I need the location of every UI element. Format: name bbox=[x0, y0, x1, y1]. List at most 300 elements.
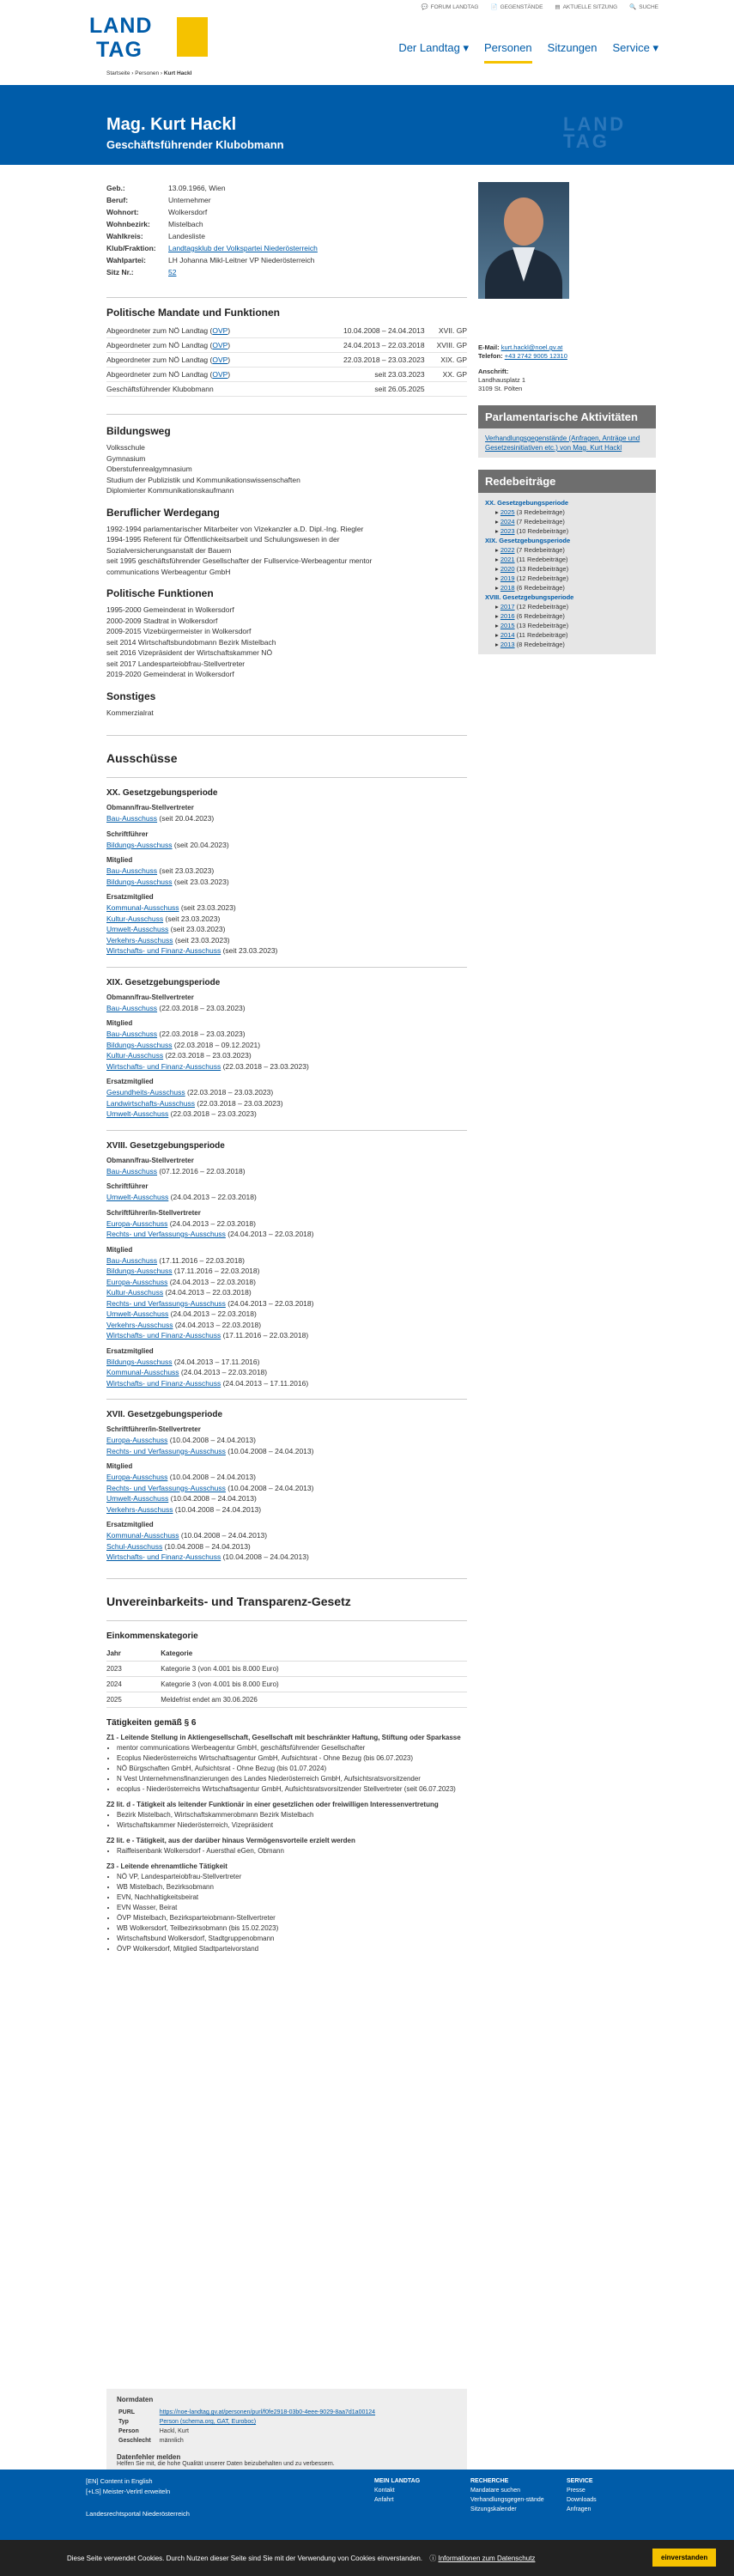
cookie-banner bbox=[0, 2540, 734, 2576]
speech-year-link[interactable]: 2021 bbox=[500, 556, 515, 563]
hero-banner bbox=[0, 85, 734, 165]
committee-role: Ersatzmitglied bbox=[106, 1078, 154, 1085]
committee-link[interactable]: Kommunal-Ausschuss bbox=[106, 903, 179, 912]
mandate-row bbox=[106, 324, 467, 338]
footer-contact-link[interactable]: Kontakt bbox=[374, 2488, 395, 2494]
parliamentary-activities-box bbox=[478, 405, 656, 458]
bio-line: 1992-1994 parlamentarischer Mitarbeiter von Vizekanzler a.D. Dipl.-Ing. Riegler bbox=[106, 524, 364, 533]
committee-link[interactable]: Bau-Ausschuss bbox=[106, 866, 158, 875]
norm-link[interactable]: https://noe-landtag.gv.at/personen/purl/f0fe2918-03b0-4eee-9029-8aa7d1a00124 bbox=[159, 2409, 376, 2415]
committee-link[interactable]: Verkehrs-Ausschuss bbox=[106, 935, 173, 945]
speech-period: XIX. Gesetzgebungsperiode bbox=[485, 537, 571, 544]
topnav-label: GEGENSTÄNDE bbox=[500, 3, 543, 10]
committees-section bbox=[106, 735, 467, 1563]
bio-line: seit 1995 geschäftsführender Gesellschafter der Fullservice-Werbeagentur mentor bbox=[106, 556, 373, 565]
activity-item: • mentor communications Werbeagentur GmbH, geschäftsführender Gesellschafter bbox=[117, 1743, 467, 1753]
committee-link[interactable]: Gesundheits-Ausschuss bbox=[106, 1088, 185, 1097]
committee-item: Wirtschafts- und Finanz-Ausschuss (10.04.2008 – 24.04.2013) bbox=[106, 1552, 309, 1561]
committee-link[interactable]: Wirtschafts- und Finanz-Ausschuss bbox=[106, 1552, 221, 1561]
committee-role: Mitglied bbox=[106, 1245, 133, 1254]
privacy-link[interactable]: Informationen zum Datenschutz bbox=[438, 2555, 536, 2562]
committee-link[interactable]: Wirtschafts- und Finanz-Ausschuss bbox=[106, 1061, 221, 1071]
activity-item: • Bezirk Mistelbach, Wirtschaftskammerobmann Bezirk Mistelbach bbox=[117, 1810, 467, 1820]
mandate-period: XIX. GP bbox=[437, 353, 467, 368]
logo-text-land: LAND bbox=[89, 14, 153, 38]
speeches-box bbox=[478, 470, 656, 654]
committee-item: Umwelt-Ausschuss (seit 23.03.2023) bbox=[106, 925, 226, 933]
mandate-dates: 24.04.2013 – 22.03.2018 bbox=[294, 338, 436, 353]
committee-link[interactable]: Bau-Ausschuss bbox=[106, 1166, 158, 1176]
committee-item: Europa-Ausschuss (10.04.2008 – 24.04.2013) bbox=[106, 1473, 256, 1481]
mandate-dates: 22.03.2018 – 23.03.2023 bbox=[294, 353, 436, 368]
mandate-function: Abgeordneter zum NÖ Landtag (OVP) bbox=[106, 353, 294, 368]
activity-item: • NÖ Bürgschaften GmbH, Aufsichtsrat - Ohne Bezug (bis 01.07.2024) bbox=[117, 1764, 467, 1774]
committee-role: Obmann/frau-Stellvertreter bbox=[106, 993, 194, 1001]
activities-box-title: Parlamentarische Aktivitäten bbox=[478, 405, 656, 428]
committee-role: Mitglied bbox=[106, 856, 133, 864]
z2-heading: Z2 lit. d - Tätigkeit als leitender Funktionär in einer gesetzlichen oder freiwilligen Interessenvertretung bbox=[106, 1800, 439, 1808]
personal-key: Geb.: bbox=[106, 184, 125, 192]
committee-role: Ersatzmitglied bbox=[106, 1346, 154, 1355]
mandate-function: Abgeordneter zum NÖ Landtag (OVP) bbox=[106, 338, 294, 353]
portrait-photo bbox=[478, 182, 569, 299]
mandate-row bbox=[106, 338, 467, 353]
personal-link[interactable]: 52 bbox=[168, 268, 177, 276]
activity-item: • Wirtschaftsbund Wolkersdorf, Stadtgruppenobmann bbox=[117, 1934, 467, 1944]
mandates-section bbox=[106, 297, 467, 397]
committee-link[interactable]: Umwelt-Ausschuss bbox=[106, 1494, 169, 1503]
phone-link[interactable]: +43 2742 9005 12310 bbox=[504, 352, 567, 360]
speech-year-link[interactable]: 2020 bbox=[500, 565, 515, 573]
speech-year-link[interactable]: 2018 bbox=[500, 584, 515, 592]
speech-year-link[interactable]: 2022 bbox=[500, 546, 515, 554]
period-group bbox=[106, 777, 467, 957]
committee-link[interactable]: Bildungs-Ausschuss bbox=[106, 840, 173, 849]
committee-link[interactable]: Verkehrs-Ausschuss bbox=[106, 1320, 173, 1329]
page-title: Mag. Kurt Hackl bbox=[106, 115, 237, 134]
activity-item: • ecoplus - Niederösterreichs Wirtschaftsagentur GmbH, Aufsichtsratsvorsitzender Stellvertreter (seit 06.07.2023) bbox=[117, 1784, 467, 1795]
mandate-dates: 10.04.2008 – 24.04.2013 bbox=[294, 324, 436, 338]
norm-value bbox=[160, 2418, 382, 2426]
party-link[interactable]: OVP bbox=[212, 370, 228, 379]
topnav-label: SUCHE bbox=[639, 3, 658, 10]
bio-line: 2000-2009 Stadtrat in Wolkersdorf bbox=[106, 616, 218, 625]
breadcrumb-home[interactable]: Startseite bbox=[106, 70, 130, 76]
footer-inquiries-link[interactable]: Anfragen bbox=[567, 2506, 591, 2512]
personal-row bbox=[106, 194, 467, 206]
committee-link[interactable]: Kommunal-Ausschuss bbox=[106, 1368, 179, 1376]
committee-link[interactable]: Rechts- und Verfassungs-Ausschuss bbox=[106, 1483, 226, 1492]
committee-item: Bildungs-Ausschuss (24.04.2013 – 17.11.2016) bbox=[106, 1357, 260, 1366]
speech-year: ▸ 2016 (6 Redebeiträge) bbox=[495, 612, 565, 620]
mandate-dates: seit 23.03.2023 bbox=[294, 368, 436, 382]
period-heading: XX. Gesetzgebungsperiode bbox=[106, 788, 218, 798]
breadcrumb: Startseite › Personen › Kurt Hackl bbox=[106, 70, 192, 76]
page-subtitle: Geschäftsführender Klubobmann bbox=[106, 138, 284, 151]
committee-link[interactable]: Europa-Ausschuss bbox=[106, 1277, 168, 1286]
email-link[interactable]: kurt.hackl@noel.gv.at bbox=[500, 343, 563, 351]
committee-item: Rechts- und Verfassungs-Ausschuss (10.04.2008 – 24.04.2013) bbox=[106, 1483, 314, 1492]
footer-search-members-link[interactable]: Mandatare suchen bbox=[470, 2488, 520, 2494]
committee-item: Bau-Ausschuss (17.11.2016 – 22.03.2018) bbox=[106, 1255, 245, 1265]
committee-link[interactable]: Wirtschafts- und Finanz-Ausschuss bbox=[106, 1378, 221, 1388]
personal-row bbox=[106, 218, 467, 230]
z3-list bbox=[106, 1872, 467, 1954]
mandate-row bbox=[106, 382, 467, 397]
transparency-section bbox=[106, 1578, 467, 1954]
footer-calendar-link[interactable]: Sitzungskalender bbox=[470, 2506, 517, 2512]
topnav-item[interactable] bbox=[490, 3, 543, 10]
committee-item: Bau-Ausschuss (22.03.2018 – 23.03.2023) bbox=[106, 1030, 246, 1038]
activity-item: • EVN Wasser, Beirat bbox=[117, 1903, 467, 1913]
speech-year-link[interactable]: 2023 bbox=[500, 527, 515, 535]
income-row bbox=[106, 1661, 467, 1676]
z2e-heading: Z2 lit. e - Tätigkeit, aus der darüber hinaus Vermögensvorteile erzielt werden bbox=[106, 1836, 355, 1844]
topnav-item[interactable] bbox=[629, 3, 658, 10]
topnav-label: AKTUELLE SITZUNG bbox=[562, 3, 618, 10]
cookie-text: Diese Seite verwendet Cookies. Durch Nutzen dieser Seite sind Sie mit der Verwendung von Cookies einverstanden. bbox=[67, 2555, 422, 2562]
committee-item: Wirtschafts- und Finanz-Ausschuss (24.04.2013 – 17.11.2016) bbox=[106, 1378, 309, 1388]
committee-link[interactable]: Wirtschafts- und Finanz-Ausschuss bbox=[106, 1331, 221, 1340]
committee-link[interactable]: Bau-Ausschuss bbox=[106, 1003, 158, 1012]
speech-year: ▸ 2025 (3 Redebeiträge) bbox=[495, 508, 565, 516]
committee-role: Obmann/frau-Stellvertreter bbox=[106, 804, 194, 811]
activity-item: • Ecoplus Niederösterreichs Wirtschaftsagentur GmbH, Aufsichtsrat - Ohne Bezug (bis 06.07.2023) bbox=[117, 1753, 467, 1764]
committee-item: Schul-Ausschuss (10.04.2008 – 24.04.2013) bbox=[106, 1541, 251, 1551]
committee-link[interactable]: Bildungs-Ausschuss bbox=[106, 1267, 173, 1275]
speech-year-link[interactable]: 2025 bbox=[500, 508, 515, 516]
committee-link[interactable]: Europa-Ausschuss bbox=[106, 1473, 168, 1481]
personal-key: Klub/Fraktion: bbox=[106, 244, 156, 252]
committee-link[interactable]: Rechts- und Verfassungs-Ausschuss bbox=[106, 1298, 226, 1308]
committee-link[interactable]: Europa-Ausschuss bbox=[106, 1436, 168, 1444]
footer-directions-link[interactable]: Anfahrt bbox=[374, 2497, 394, 2503]
activity-item: • EVN, Nachhaltigkeitsbeirat bbox=[117, 1893, 467, 1903]
committees-heading: Ausschüsse bbox=[106, 751, 178, 765]
committee-link[interactable]: Bildungs-Ausschuss bbox=[106, 877, 173, 886]
committee-item: Kommunal-Ausschuss (10.04.2008 – 24.04.2013) bbox=[106, 1531, 268, 1540]
logo-emblem bbox=[177, 17, 208, 57]
period-heading: XVIII. Gesetzgebungsperiode bbox=[106, 1140, 225, 1151]
personal-row bbox=[106, 242, 467, 254]
income-category-heading: Einkommenskategorie bbox=[106, 1631, 198, 1641]
committee-item: Kommunal-Ausschuss (24.04.2013 – 22.03.2018) bbox=[106, 1368, 268, 1376]
committee-link[interactable]: Landwirtschafts-Ausschuss bbox=[106, 1098, 195, 1108]
bio-heading: Politische Funktionen bbox=[106, 587, 214, 599]
norm-link[interactable]: Person (schema.org, GAT, Euroboc) bbox=[159, 2419, 257, 2425]
activity-item: • NÖ VP, Landesparteiobfrau-Stellvertreter bbox=[117, 1872, 467, 1882]
committee-link[interactable]: Rechts- und Verfassungs-Ausschuss bbox=[106, 1230, 226, 1238]
footer-english-link[interactable]: [EN] Content in English bbox=[86, 2477, 153, 2485]
landtag-logo[interactable] bbox=[89, 14, 252, 64]
committee-item: Bildungs-Ausschuss (seit 23.03.2023) bbox=[106, 877, 229, 886]
bio-heading: Beruflicher Werdegang bbox=[106, 506, 220, 519]
bio-line: Diplomierter Kommunikationskaufmann bbox=[106, 486, 234, 495]
income-cell: Kategorie 3 (von 4.001 bis 8.000 Euro) bbox=[161, 1661, 467, 1676]
footer-subjects-link[interactable]: Verhandlungsgegen-stände bbox=[470, 2497, 544, 2503]
personal-row bbox=[106, 182, 467, 194]
committee-item: Landwirtschafts-Ausschuss (22.03.2018 – 23.03.2023) bbox=[106, 1098, 283, 1108]
norm-value: Hackl, Kurt bbox=[159, 2428, 189, 2434]
committee-link[interactable]: Umwelt-Ausschuss bbox=[106, 1109, 169, 1118]
mainnav-item[interactable]: Personen bbox=[484, 41, 532, 64]
committee-link[interactable]: Bau-Ausschuss bbox=[106, 814, 158, 823]
personal-row bbox=[106, 230, 467, 242]
bio-heading: Sonstiges bbox=[106, 690, 156, 702]
sidebar bbox=[478, 182, 656, 654]
income-row bbox=[106, 1692, 467, 1707]
activity-item: • N Vest Unternehmensfinanzierungen des Landes Niederösterreich GmbH, Aufsichtsratsvorsitzender bbox=[117, 1774, 467, 1784]
bio-line: Oberstufenrealgymnasium bbox=[106, 465, 192, 473]
period-heading: XIX. Gesetzgebungsperiode bbox=[106, 977, 221, 987]
transparency-heading: Unvereinbarkeits- und Transparenz-Gesetz bbox=[106, 1594, 351, 1608]
norm-value: männlich bbox=[159, 2438, 184, 2444]
committee-role: Mitglied bbox=[106, 1019, 133, 1027]
bio-line: 2009-2015 Vizebürgermeister in Wolkersdorf bbox=[106, 627, 252, 635]
income-header bbox=[106, 1646, 467, 1662]
mandate-period: XVIII. GP bbox=[437, 338, 467, 353]
committee-item: Bildungs-Ausschuss (22.03.2018 – 09.12.2021) bbox=[106, 1040, 261, 1049]
footer-legal-portal-link[interactable]: Landesrechtsportal Niederösterreich bbox=[86, 2510, 190, 2518]
logo-text-tag: TAG bbox=[96, 38, 143, 62]
mandate-row bbox=[106, 368, 467, 382]
footer-easy-language-link[interactable]: [+LS] Meister-Verlrtl erweiteln bbox=[86, 2488, 171, 2495]
committee-item: Verkehrs-Ausschuss (24.04.2013 – 22.03.2018) bbox=[106, 1320, 262, 1329]
committee-item: Rechts- und Verfassungs-Ausschuss (24.04.2013 – 22.03.2018) bbox=[106, 1230, 314, 1238]
committee-role: Mitglied bbox=[106, 1462, 133, 1470]
committee-item: Bau-Ausschuss (22.03.2018 – 23.03.2023) bbox=[106, 1003, 246, 1012]
committee-role: Schriftführer/in-Stellvertreter bbox=[106, 1208, 201, 1217]
speech-year: ▸ 2021 (11 Redebeiträge) bbox=[495, 556, 568, 563]
committee-item: Bau-Ausschuss (07.12.2016 – 22.03.2018) bbox=[106, 1166, 246, 1176]
bio-line: Sozialversicherungsanstalt der Bauern bbox=[106, 545, 232, 555]
speech-year: ▸ 2019 (12 Redebeiträge) bbox=[495, 574, 569, 582]
committee-role: Obmann/frau-Stellvertreter bbox=[106, 1156, 194, 1164]
mandate-period: XX. GP bbox=[437, 368, 467, 382]
personal-value: Wolkersdorf bbox=[168, 208, 208, 216]
personal-key: Wahlkreis: bbox=[106, 232, 143, 240]
bio-line: Studium der Publizistik und Kommunikationswissenschaften bbox=[106, 475, 300, 484]
bio-line: communications Werbeagentur GmbH bbox=[106, 567, 231, 576]
norm-key: Geschlecht bbox=[118, 2438, 151, 2444]
z3-heading: Z3 - Leitende ehrenamtliche Tätigkeit bbox=[106, 1862, 227, 1870]
personal-link[interactable]: Landtagsklub der Volkspartei Niederösterreich bbox=[168, 244, 318, 252]
committee-link[interactable]: Kommunal-Ausschuss bbox=[106, 1531, 179, 1540]
norm-data-table bbox=[117, 2407, 384, 2446]
personal-value: LH Johanna Mikl-Leitner VP Niederösterreich bbox=[168, 256, 315, 264]
committee-link[interactable]: Verkehrs-Ausschuss bbox=[106, 1504, 173, 1514]
committee-link[interactable]: Kultur-Ausschuss bbox=[106, 914, 164, 923]
bio-heading: Bildungsweg bbox=[106, 425, 171, 437]
speech-year: ▸ 2013 (8 Redebeiträge) bbox=[495, 641, 565, 648]
bio-line: seit 2016 Vizepräsident der Wirtschaftskammer NÖ bbox=[106, 648, 273, 657]
personal-key: Sitz Nr.: bbox=[106, 268, 134, 276]
bio-line: Gymnasium bbox=[106, 453, 146, 463]
speech-year: ▸ 2017 (12 Redebeiträge) bbox=[495, 603, 569, 611]
footer-downloads-link[interactable]: Downloads bbox=[567, 2497, 597, 2503]
committee-item: Umwelt-Ausschuss (24.04.2013 – 22.03.2018) bbox=[106, 1309, 257, 1318]
main-navigation bbox=[398, 41, 658, 64]
hero-watermark-logo: LAND TAG bbox=[563, 113, 627, 152]
speech-year: ▸ 2015 (13 Redebeiträge) bbox=[495, 622, 569, 629]
activity-item: • ÖVP Wolkersdorf, Mitglied Stadtparteivorstand bbox=[117, 1944, 467, 1954]
committee-link[interactable]: Europa-Ausschuss bbox=[106, 1218, 168, 1228]
site-header bbox=[0, 0, 734, 85]
personal-key: Wohnort: bbox=[106, 208, 139, 216]
activity-item: • Raiffeisenbank Wolkersdorf - Auersthal eGen, Obmann bbox=[117, 1846, 467, 1856]
income-cell: 2023 bbox=[106, 1661, 161, 1676]
speech-year-link[interactable]: 2019 bbox=[500, 574, 515, 582]
period-group bbox=[106, 1399, 467, 1563]
norm-row bbox=[118, 2409, 382, 2416]
mainnav-item[interactable]: Der Landtag ▾ bbox=[398, 41, 470, 54]
speech-year-link[interactable]: 2017 bbox=[500, 603, 515, 611]
committee-item: Bildungs-Ausschuss (seit 20.04.2023) bbox=[106, 840, 229, 849]
committee-item: Bildungs-Ausschuss (17.11.2016 – 22.03.2018) bbox=[106, 1267, 260, 1275]
committee-link[interactable]: Umwelt-Ausschuss bbox=[106, 1193, 169, 1201]
personal-value bbox=[168, 266, 467, 278]
personal-data-table bbox=[106, 182, 467, 278]
topnav-item[interactable] bbox=[422, 3, 479, 10]
committee-item: Umwelt-Ausschuss (24.04.2013 – 22.03.2018) bbox=[106, 1193, 257, 1201]
norm-row bbox=[118, 2437, 382, 2445]
personal-value: Mistelbach bbox=[168, 220, 203, 228]
committee-item: Kultur-Ausschuss (22.03.2018 – 23.03.2023) bbox=[106, 1051, 252, 1060]
norm-value bbox=[160, 2409, 382, 2416]
topnav-item[interactable] bbox=[555, 3, 617, 10]
committee-item: Rechts- und Verfassungs-Ausschuss (24.04.2013 – 22.03.2018) bbox=[106, 1298, 314, 1308]
committee-item: Umwelt-Ausschuss (10.04.2008 – 24.04.2013) bbox=[106, 1494, 257, 1503]
committee-link[interactable]: Umwelt-Ausschuss bbox=[106, 1309, 169, 1318]
committee-item: Europa-Ausschuss (24.04.2013 – 22.03.2018) bbox=[106, 1277, 256, 1286]
bio-line: Volksschule bbox=[106, 443, 145, 452]
committee-link[interactable]: Rechts- und Verfassungs-Ausschuss bbox=[106, 1446, 226, 1455]
committee-link[interactable]: Kultur-Ausschuss bbox=[106, 1288, 164, 1297]
committee-link[interactable]: Kultur-Ausschuss bbox=[106, 1051, 164, 1060]
speech-period: XX. Gesetzgebungsperiode bbox=[485, 499, 569, 507]
activities-heading: Tätigkeiten gemäß § 6 bbox=[106, 1717, 197, 1728]
mandate-period bbox=[437, 382, 467, 397]
period-heading: XVII. Gesetzgebungsperiode bbox=[106, 1410, 223, 1419]
mandate-function: Geschäftsführender Klubobmann bbox=[106, 382, 294, 397]
personal-row bbox=[106, 206, 467, 218]
committee-item: Wirtschafts- und Finanz-Ausschuss (seit 23.03.2023) bbox=[106, 946, 278, 955]
norm-data-heading: Normdaten bbox=[117, 2396, 154, 2403]
personal-key: Beruf: bbox=[106, 196, 129, 204]
speech-period: XVIII. Gesetzgebungsperiode bbox=[485, 593, 574, 601]
income-cell: 2024 bbox=[106, 1676, 161, 1692]
income-cell: 2025 bbox=[106, 1692, 161, 1707]
activity-item: • ÖVP Mistelbach, Bezirksparteiobmann-Stellvertreter bbox=[117, 1913, 467, 1923]
z2e-list bbox=[106, 1846, 467, 1856]
party-link[interactable]: OVP bbox=[212, 341, 228, 349]
accept-cookies-button[interactable]: einverstanden bbox=[652, 2549, 716, 2567]
bio-line: 1995-2000 Gemeinderat in Wolkersdorf bbox=[106, 605, 234, 614]
committee-link[interactable]: Bau-Ausschuss bbox=[106, 1255, 158, 1265]
committee-item: Wirtschafts- und Finanz-Ausschuss (17.11.2016 – 22.03.2018) bbox=[106, 1331, 309, 1340]
breadcrumb-current: Kurt Hackl bbox=[163, 70, 192, 76]
z1-list bbox=[106, 1743, 467, 1795]
committee-link[interactable]: Bildungs-Ausschuss bbox=[106, 1357, 173, 1366]
mainnav-item[interactable]: Service ▾ bbox=[612, 41, 658, 54]
speech-year: ▸ 2018 (6 Redebeiträge) bbox=[495, 584, 565, 592]
topnav-icon: 💬 bbox=[421, 4, 428, 10]
party-link[interactable]: OVP bbox=[212, 355, 228, 364]
personal-row bbox=[106, 266, 467, 278]
speech-year: ▸ 2020 (13 Redebeiträge) bbox=[495, 565, 569, 573]
income-col-header: Kategorie bbox=[161, 1646, 467, 1662]
speech-year-link[interactable]: 2013 bbox=[500, 641, 515, 648]
committee-item: Bau-Ausschuss (seit 20.04.2023) bbox=[106, 814, 215, 823]
committee-item: Verkehrs-Ausschuss (10.04.2008 – 24.04.2013) bbox=[106, 1504, 262, 1514]
activity-item: • WB Mistelbach, Bezirksobmann bbox=[117, 1882, 467, 1893]
top-utility-nav bbox=[422, 3, 658, 10]
speech-year: ▸ 2022 (7 Redebeiträge) bbox=[495, 546, 565, 554]
mandate-row bbox=[106, 353, 467, 368]
norm-key: Person bbox=[118, 2428, 139, 2434]
committee-link[interactable]: Bau-Ausschuss bbox=[106, 1030, 158, 1038]
committee-item: Europa-Ausschuss (24.04.2013 – 22.03.2018) bbox=[106, 1218, 256, 1228]
committee-role: Schriftführer/in-Stellvertreter bbox=[106, 1425, 201, 1433]
period-group bbox=[106, 967, 467, 1120]
speech-year: ▸ 2023 (10 Redebeiträge) bbox=[495, 527, 569, 535]
committee-item: Kommunal-Ausschuss (seit 23.03.2023) bbox=[106, 903, 236, 912]
income-row bbox=[106, 1676, 467, 1692]
activity-item: • Wirtschaftskammer Niederösterreich, Vizepräsident bbox=[117, 1820, 467, 1831]
committee-item: Europa-Ausschuss (10.04.2008 – 24.04.2013) bbox=[106, 1436, 256, 1444]
speech-year-link[interactable]: 2016 bbox=[500, 612, 515, 620]
footer-press-link[interactable]: Presse bbox=[567, 2488, 585, 2494]
committee-item: Verkehrs-Ausschuss (seit 23.03.2023) bbox=[106, 935, 230, 945]
committee-link[interactable]: Schul-Ausschuss bbox=[106, 1541, 163, 1551]
z1-heading: Z1 - Leitende Stellung in Aktiengesellschaft, Gesellschaft mit beschränkter Haftung, Stiftung oder Sparkasse bbox=[106, 1733, 461, 1741]
topnav-icon: 📄 bbox=[490, 4, 498, 10]
bio-line: 1994-1995 Referent für Öffentlichkeitsarbeit und Schulungswesen in der bbox=[106, 535, 340, 544]
personal-value: Unternehmer bbox=[168, 196, 211, 204]
speech-year-link[interactable]: 2014 bbox=[500, 631, 515, 639]
committee-link[interactable]: Umwelt-Ausschuss bbox=[106, 925, 169, 933]
committee-link[interactable]: Wirtschafts- und Finanz-Ausschuss bbox=[106, 946, 221, 955]
personal-row bbox=[106, 254, 467, 266]
committee-item: Rechts- und Verfassungs-Ausschuss (10.04.2008 – 24.04.2013) bbox=[106, 1446, 314, 1455]
income-col-header: Jahr bbox=[106, 1646, 161, 1662]
income-cell: Kategorie 3 (von 4.001 bis 8.000 Euro) bbox=[161, 1676, 467, 1692]
mandates-table bbox=[106, 324, 467, 397]
mandate-period: XVII. GP bbox=[437, 324, 467, 338]
speech-year: ▸ 2014 (11 Redebeiträge) bbox=[495, 631, 568, 639]
breadcrumb-personen[interactable]: Personen bbox=[135, 70, 160, 76]
committee-item: Kultur-Ausschuss (seit 23.03.2023) bbox=[106, 914, 221, 923]
income-table bbox=[106, 1646, 467, 1708]
norm-row bbox=[118, 2427, 382, 2435]
activities-link[interactable]: Verhandlungsgegenstände (Anfragen, Anträge und Gesetzesinitiativen etc.) von Mag. Kurt Hackl bbox=[485, 434, 640, 452]
bio-line: seit 2014 Wirtschaftsbundobmann Bezirk Mistelbach bbox=[106, 637, 276, 647]
committee-link[interactable]: Bildungs-Ausschuss bbox=[106, 1040, 173, 1049]
info-icon: ⓘ bbox=[429, 2555, 437, 2562]
committee-item: Kultur-Ausschuss (24.04.2013 – 22.03.2018) bbox=[106, 1288, 252, 1297]
speech-year: ▸ 2024 (7 Redebeiträge) bbox=[495, 518, 565, 526]
personal-value bbox=[168, 242, 467, 254]
main-content bbox=[106, 182, 467, 1954]
activity-item: • WB Wolkersdorf, Teilbezirksobmann (bis 15.02.2023) bbox=[117, 1923, 467, 1934]
speech-year-link[interactable]: 2015 bbox=[500, 622, 515, 629]
income-cell: Meldefrist endet am 30.06.2026 bbox=[161, 1692, 467, 1707]
party-link[interactable]: OVP bbox=[212, 326, 228, 335]
mandates-heading: Politische Mandate und Funktionen bbox=[106, 307, 281, 319]
topnav-icon: ▤ bbox=[555, 4, 561, 10]
speech-year-link[interactable]: 2024 bbox=[500, 518, 515, 526]
mainnav-item[interactable]: Sitzungen bbox=[547, 41, 598, 54]
